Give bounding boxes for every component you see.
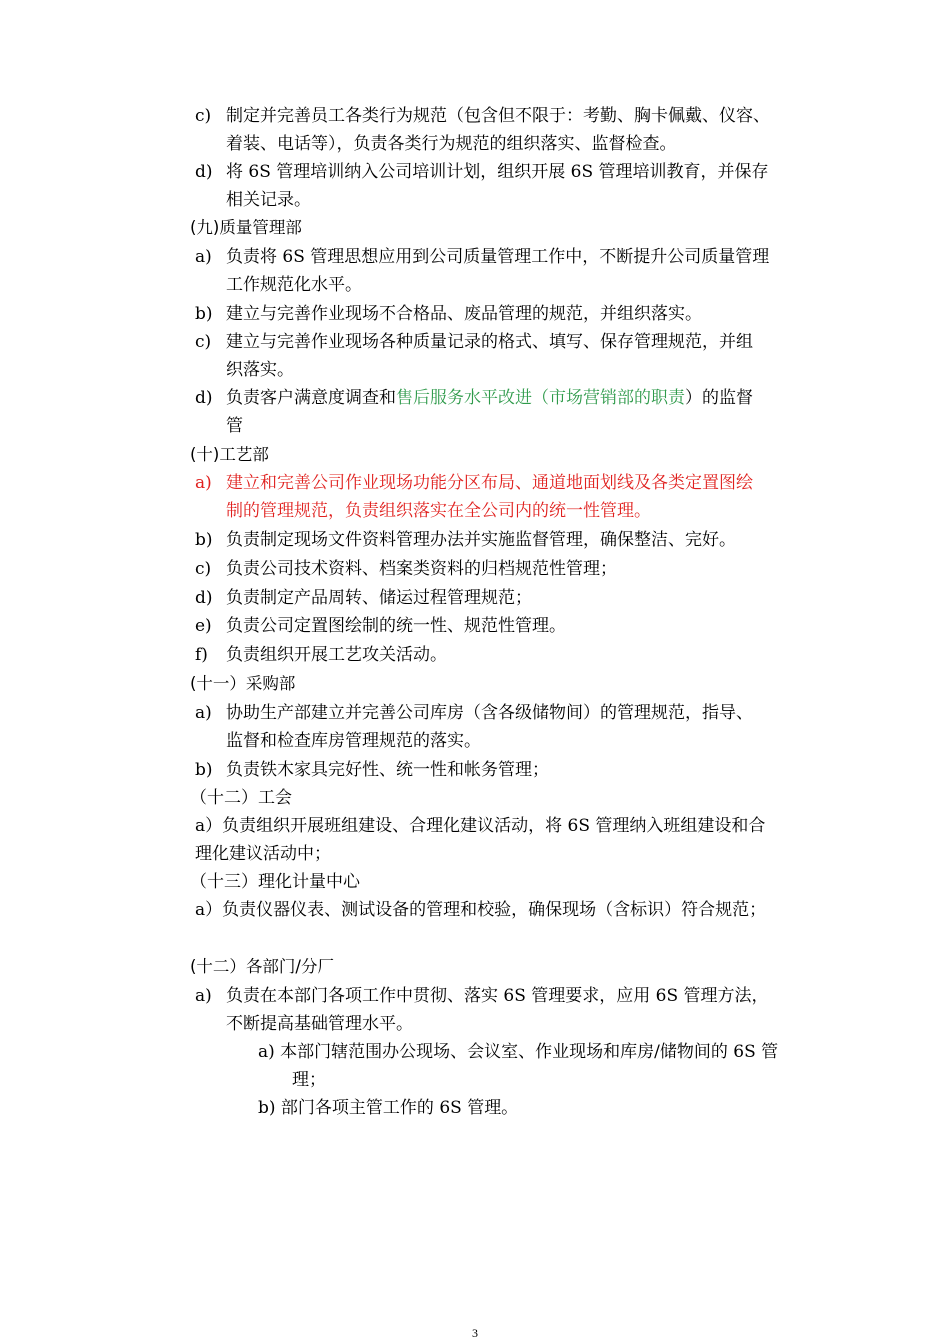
list-text: 建立与完善作业现场各种质量记录的格式、填写、保存管理规范，并组 xyxy=(226,332,753,352)
list-text: 负责将 6S 管理思想应用到公司质量管理工作中，不断提升公司质量管理 xyxy=(226,247,770,267)
list-text: 负责公司技术资料、档案类资料的归档规范性管理； xyxy=(226,559,617,579)
list-text: a）负责组织开展班组建设、合理化建议活动，将 6S 管理纳入班组建设和合 xyxy=(195,816,766,836)
list-text: 监督和检查库房管理规范的落实。 xyxy=(226,731,481,751)
list-label: c) xyxy=(195,332,212,352)
list-text: 建立与完善作业现场不合格品、废品管理的规范，并组织落实。 xyxy=(226,304,702,324)
list-label: b) xyxy=(195,760,213,780)
list-text: 将 6S 管理培训纳入公司培训计划，组织开展 6S 管理培训教育，并保存 xyxy=(226,162,769,182)
list-label: a) xyxy=(195,986,212,1006)
list-label: f) xyxy=(195,645,208,665)
list-label: e) xyxy=(195,616,212,636)
list-label: c) xyxy=(195,106,212,126)
list-text: 负责客户满意度调查和售后服务水平改进（市场营销部的职责）的监督 xyxy=(226,388,753,408)
list-text: 负责制定产品周转、储运过程管理规范； xyxy=(226,588,532,608)
list-label: b) xyxy=(195,530,213,550)
list-text: 建立和完善公司作业现场功能分区布局、通道地面划线及各类定置图绘 xyxy=(226,473,753,493)
list-text: 工作规范化水平。 xyxy=(226,275,362,295)
list-text: a) 本部门辖范围办公现场、会议室、作业现场和库房/储物间的 6S 管 xyxy=(258,1042,779,1062)
page-number: 3 xyxy=(472,1326,478,1340)
list-text: 制定并完善员工各类行为规范（包含但不限于：考勤、胸卡佩戴、仪容、 xyxy=(226,106,770,126)
list-text: 理； xyxy=(292,1070,326,1090)
list-label: d) xyxy=(195,162,213,182)
highlighted-text-green: 售后服务水平改进（市场营销部的职责 xyxy=(396,388,685,408)
list-text: 负责铁木家具完好性、统一性和帐务管理； xyxy=(226,760,549,780)
list-text: 负责组织开展工艺攻关活动。 xyxy=(226,645,447,665)
list-label: a) xyxy=(195,473,212,493)
list-text: 协助生产部建立并完善公司库房（含各级储物间）的管理规范，指导、 xyxy=(226,703,753,723)
list-label: a) xyxy=(195,247,212,267)
list-label: c) xyxy=(195,559,212,579)
list-text: 负责公司定置图绘制的统一性、规范性管理。 xyxy=(226,616,566,636)
list-text: 负责在本部门各项工作中贯彻、落实 6S 管理要求，应用 6S 管理方法， xyxy=(226,986,769,1006)
list-label: d) xyxy=(195,388,213,408)
document-page: c) 制定并完善员工各类行为规范（包含但不限于：考勤、胸卡佩戴、仪容、 着装、电话等），负责各类行为规范的组织落实、监督检查。 d) 将 6S 管理培训纳入公司培训计划，组织开展 6S 管理培训教育，并保存 相关记录。 (九)质量管理部 a) 负责将 6S 管理思想应用到公司质量管理工作中，不断提升公司质量管理 工作规范化水平。 b) 建立与完善作业现场不合格品、废品管理的规范，并组织落实。 c) 建立与完善作业现场各种质量记录的格式、填写、保存管理规范，并组 织落实。 d) 负责客户满意度调查和售后服务水平改进（市场营销部的职责）的监督 管 (十)工艺部 a) 建立和完善公司作业现场功能分区布局、通道地面划线及各类定置图绘 制的管理规范，负责组织落实在全公司内的统一性管理。 b) 负责制定现场文件资料管理办法并实施监督管理，确保整洁、完好。 c) 负责公司技术资料、档案类资料的归档规范性管理； d) 负责制定产品周转、储运过程管理规范； e) 负责公司定置图绘制的统一性、规范性管理。 f) 负责组织开展工艺攻关活动。 (十一）采购部 a) 协助生产部建立并完善公司库房（含各级储物间）的管理规范，指导、 监督和检查库房管理规范的落实。 b) 负责铁木家具完好性、统一性和帐务管理； （十二）工会 a）负责组织开展班组建设、合理化建议活动，将 6S 管理纳入班组建设和合 理化建议活动中； （十三）理化计量中心 a）负责仪器仪表、测试设备的管理和校验，确保现场（含标识）符合规范； (十二）各部门/分厂 a) 负责在本部门各项工作中贯彻、落实 6S 管理要求，应用 6S 管理方法， 不断提高基础管理水平。 a) 本部门辖范围办公现场、会议室、作业现场和库房/储物间的 6S 管 理； b) 部门各项主管工作的 6S 管理。 3 xyxy=(0,0,950,1344)
list-label: d) xyxy=(195,588,213,608)
list-text: a）负责仪器仪表、测试设备的管理和校验，确保现场（含标识）符合规范； xyxy=(195,900,767,920)
list-text: 相关记录。 xyxy=(226,190,311,210)
list-text: 织落实。 xyxy=(226,360,294,380)
list-label: b) xyxy=(195,304,213,324)
list-text: 制的管理规范，负责组织落实在全公司内的统一性管理。 xyxy=(226,501,651,521)
list-text: 负责制定现场文件资料管理办法并实施监督管理，确保整洁、完好。 xyxy=(226,530,736,550)
list-text: 着装、电话等），负责各类行为规范的组织落实、监督检查。 xyxy=(226,134,677,154)
list-label: a) xyxy=(195,703,212,723)
list-text: 不断提高基础管理水平。 xyxy=(226,1014,413,1034)
list-text: 理化建议活动中； xyxy=(195,844,331,864)
list-text: 管 xyxy=(226,416,243,436)
list-text: b) 部门各项主管工作的 6S 管理。 xyxy=(258,1098,519,1118)
